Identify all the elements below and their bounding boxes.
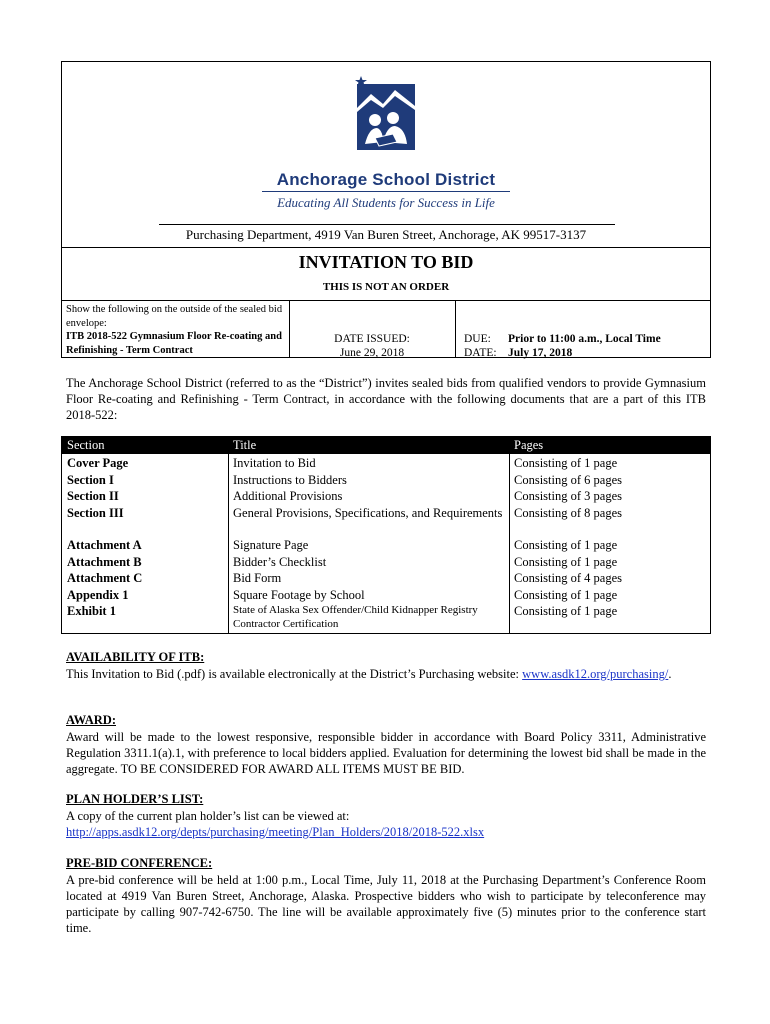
envelope-instructions: Show the following on the outside of the sealed bid envelope: ITB 2018-522 Gymnasium Floor Re-coating and Refinishing - Term Contract (66, 304, 283, 356)
row-section: Cover Page (67, 456, 129, 470)
award-text: Award will be made to the lowest responsive, responsible bidder in accordance with Board Policy 3311, Administrative Regulation 3311.1(a).1, with preference to local bidders applied. Evaluation for determining the lowest bid shall be made in the aggregate. TO BE CONSIDERED FOR AWARD ALL ITEMS MUST BE BID. (66, 730, 706, 776)
row-title: Square Footage by School (233, 587, 365, 602)
row-pages: Consisting of 1 page (514, 456, 618, 470)
department-address: Purchasing Department, 4919 Van Buren Street, Anchorage, AK 99517-3137 (185, 227, 587, 242)
plan-holders-link[interactable]: http://apps.asdk12.org/depts/purchasing/meeting/Plan_Holders/2018/2018-522.xlsx (66, 825, 485, 839)
row-section: Attachment B (67, 554, 142, 569)
plan-holders-heading: PLAN HOLDER’S LIST: (66, 792, 204, 806)
page-title: INVITATION TO BID (298, 252, 474, 272)
row-title: Bidder’s Checklist (233, 554, 327, 569)
logo-divider (262, 191, 510, 192)
row-section: Attachment C (67, 571, 143, 585)
date-issued: June 29, 2018 (339, 347, 405, 359)
info-row-divider (62, 300, 710, 301)
header-box (61, 61, 711, 358)
availability-text: This Invitation to Bid (.pdf) is available electronically at the District’s Purchasing website: www.asdk12.org/purchasing/. (66, 667, 672, 681)
row-pages: Consisting of 8 pages (514, 505, 622, 520)
row-section: Attachment A (67, 538, 142, 552)
purchasing-link[interactable]: www.asdk12.org/purchasing/ (522, 667, 669, 681)
row-title: State of Alaska Sex Offender/Child Kidnapper Registry Contractor Certification (233, 604, 478, 630)
documents-table (61, 436, 711, 634)
row-pages: Consisting of 1 page (514, 604, 618, 618)
row-pages: Consisting of 3 pages (514, 489, 622, 503)
row-title: Instructions to Bidders (233, 472, 347, 487)
address-divider (159, 224, 615, 225)
row-section: Exhibit 1 (67, 604, 116, 618)
row-pages: Consisting of 1 page (514, 538, 618, 552)
row-title: Invitation to Bid (233, 456, 316, 470)
due-date: July 17, 2018 (508, 347, 573, 359)
not-an-order-notice: THIS IS NOT AN ORDER (322, 281, 450, 293)
plan-holders-text: A copy of the current plan holder’s list can be viewed at: http://apps.asdk12.org/depts/purchasing/meeting/Plan_Holders/2018/2018-522.xlsx (66, 809, 485, 839)
row-section: Appendix 1 (67, 587, 129, 602)
itb-reference: ITB 2018-522 Gymnasium Floor Re-coating and Refinishing - Term Contract (66, 331, 282, 356)
district-logo (353, 76, 419, 152)
header-divider (62, 247, 710, 248)
row-section: Section I (67, 472, 114, 487)
due-cell: DUE: Prior to 11:00 a.m., Local Time DATE: July 17, 2018 (464, 333, 661, 359)
prebid-text: A pre-bid conference will be held at 1:00 p.m., Local Time, July 11, 2018 at the Purchasing Department’s Conference Room located at 4919 Van Buren Street, Anchorage, Alaska. Prospective bidders who wish to participate by teleconference may participate by calling 907-742-6750. The line will be available approximately five (5) minutes prior to the conference start time. (66, 873, 706, 935)
row-section: Section III (67, 505, 124, 520)
row-title: Bid Form (233, 571, 282, 585)
row-section: Section II (67, 489, 119, 503)
due-time: Prior to 11:00 a.m., Local Time (508, 333, 661, 345)
row-title: Signature Page (233, 538, 309, 552)
row-pages: Consisting of 1 page (514, 554, 618, 569)
date-issued-cell: DATE ISSUED: June 29, 2018 (289, 332, 455, 360)
row-title: General Provisions, Specifications, and Requirements (233, 505, 503, 520)
award-heading: AWARD: (66, 713, 116, 727)
row-title: Additional Provisions (233, 489, 343, 503)
info-col-divider (455, 300, 456, 358)
row-pages: Consisting of 1 page (514, 587, 618, 602)
row-pages: Consisting of 4 pages (514, 571, 622, 585)
table-body (62, 454, 710, 633)
table-header: Section Title Pages (62, 437, 710, 454)
availability-heading: AVAILABILITY OF ITB: (66, 650, 205, 664)
row-pages: Consisting of 6 pages (514, 472, 622, 487)
intro-paragraph: The Anchorage School District (referred to as the “District”) invites sealed bids from qualified vendors to provide Gymnasium Floor Re-coating and Refinishing - Term Contract, in accordance with the following documents that are a part of this ITB 2018-522: (66, 376, 706, 422)
logo-name: Anchorage School District (276, 170, 496, 189)
logo-tagline: Educating All Students for Success in Life (277, 195, 495, 210)
prebid-heading: PRE-BID CONFERENCE: (66, 856, 213, 870)
